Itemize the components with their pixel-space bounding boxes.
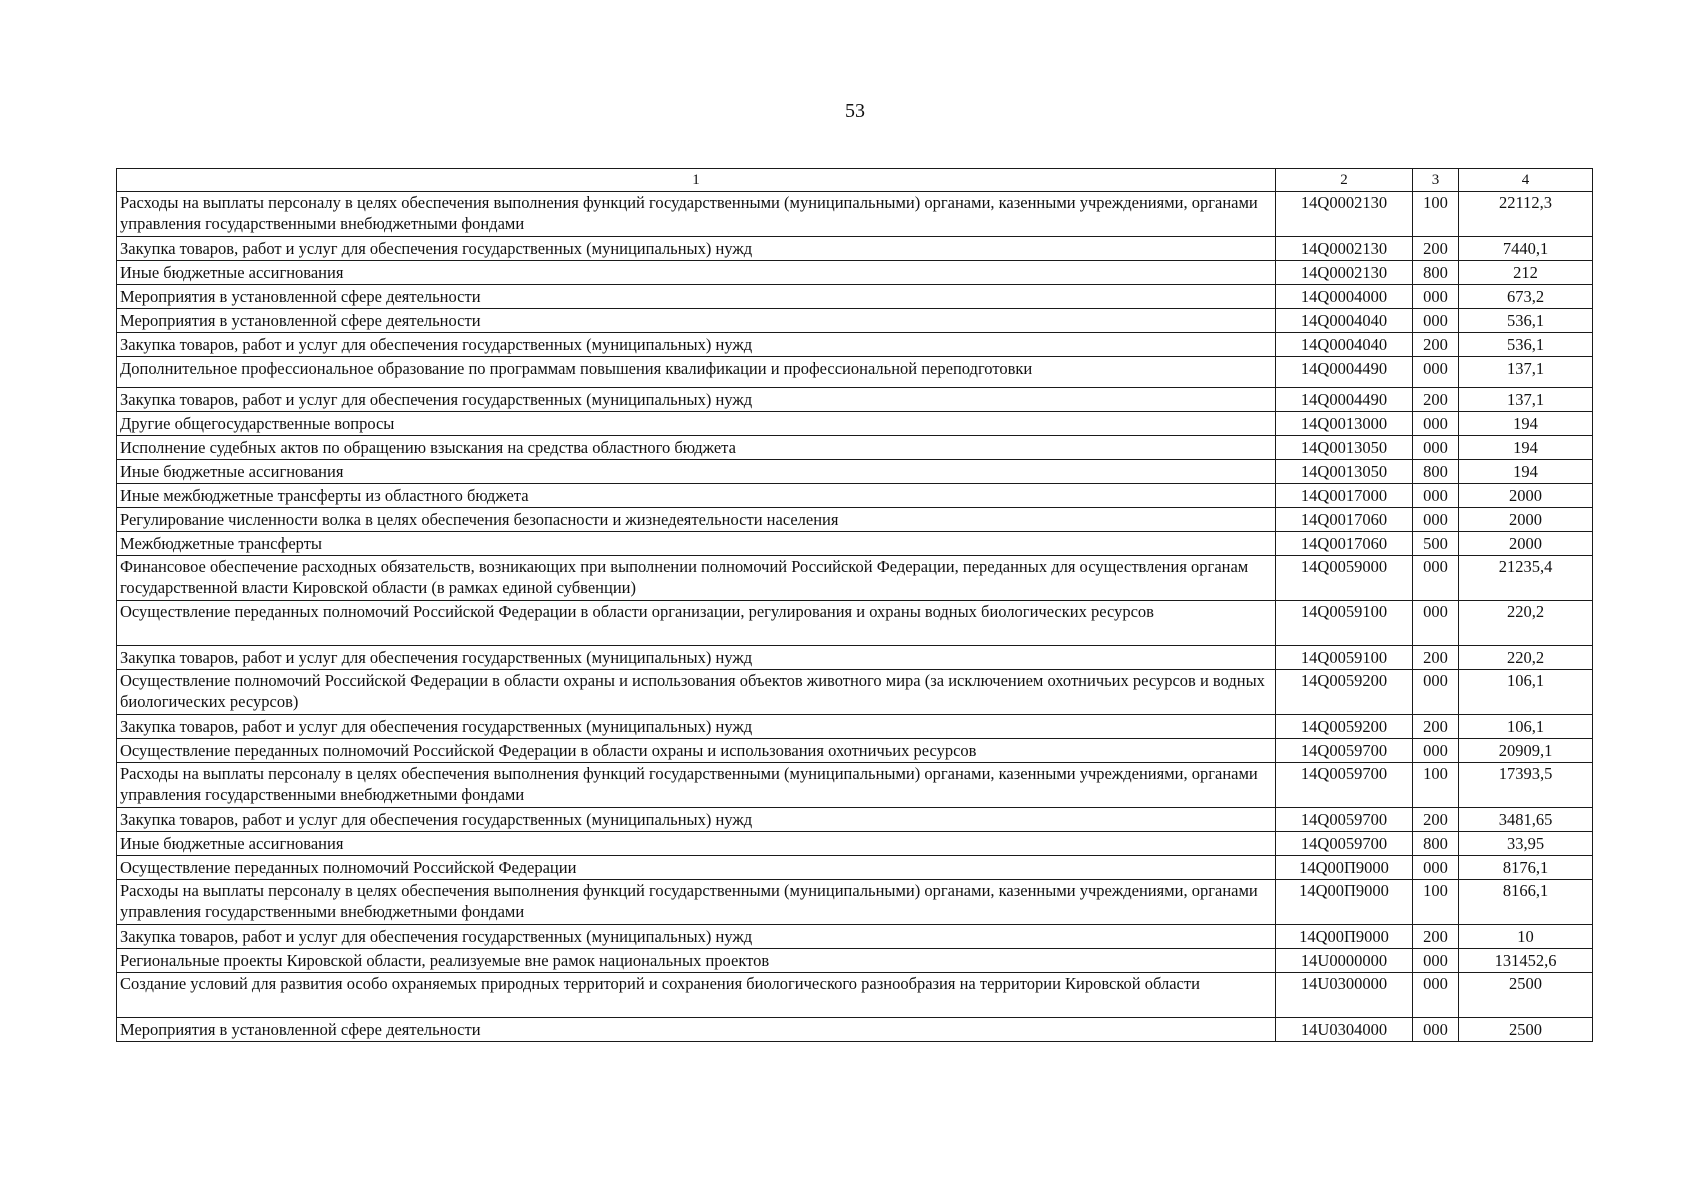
cell-code: 14Q0059100 — [1276, 646, 1413, 670]
cell-name: Регулирование численности волка в целях обеспечения безопасности и жизнедеятельности населения — [117, 508, 1276, 532]
cell-sum: 2500 — [1459, 1018, 1593, 1042]
cell-code: 14Q0059700 — [1276, 832, 1413, 856]
table-row — [117, 715, 1593, 739]
cell-name: Закупка товаров, работ и услуг для обеспечения государственных (муниципальных) нужд — [117, 333, 1276, 357]
table-row — [117, 1018, 1593, 1042]
cell-expense-type: 200 — [1413, 925, 1459, 949]
cell-expense-type: 200 — [1413, 646, 1459, 670]
cell-expense-type: 500 — [1413, 532, 1459, 556]
table-row — [117, 309, 1593, 333]
cell-sum: 194 — [1459, 460, 1593, 484]
table-row — [117, 556, 1593, 601]
cell-name: Иные бюджетные ассигнования — [117, 832, 1276, 856]
cell-expense-type: 000 — [1413, 973, 1459, 1018]
cell-expense-type: 000 — [1413, 601, 1459, 646]
page-number: 53 — [845, 100, 865, 122]
header-row — [117, 169, 1593, 192]
cell-sum: 220,2 — [1459, 646, 1593, 670]
cell-code: 14Q0059100 — [1276, 601, 1413, 646]
cell-expense-type: 000 — [1413, 412, 1459, 436]
cell-name: Иные бюджетные ассигнования — [117, 460, 1276, 484]
cell-expense-type: 200 — [1413, 715, 1459, 739]
cell-expense-type: 800 — [1413, 261, 1459, 285]
table-row — [117, 460, 1593, 484]
cell-code: 14Q0059700 — [1276, 763, 1413, 808]
header-col-2: 2 — [1276, 169, 1413, 192]
cell-expense-type: 000 — [1413, 285, 1459, 309]
cell-code: 14U0000000 — [1276, 949, 1413, 973]
table-row — [117, 763, 1593, 808]
table-header — [117, 169, 1593, 192]
cell-sum: 137,1 — [1459, 388, 1593, 412]
table-row — [117, 949, 1593, 973]
cell-code: 14Q00П9000 — [1276, 880, 1413, 925]
table-row — [117, 856, 1593, 880]
cell-expense-type: 200 — [1413, 808, 1459, 832]
cell-sum: 20909,1 — [1459, 739, 1593, 763]
cell-sum: 2000 — [1459, 532, 1593, 556]
cell-code: 14Q00П9000 — [1276, 856, 1413, 880]
table-row — [117, 646, 1593, 670]
table-row — [117, 808, 1593, 832]
cell-expense-type: 000 — [1413, 856, 1459, 880]
table-row — [117, 484, 1593, 508]
cell-sum: 2000 — [1459, 508, 1593, 532]
cell-code: 14Q0017060 — [1276, 532, 1413, 556]
cell-code: 14Q0004000 — [1276, 285, 1413, 309]
cell-sum: 106,1 — [1459, 715, 1593, 739]
cell-expense-type: 000 — [1413, 484, 1459, 508]
cell-sum: 194 — [1459, 412, 1593, 436]
table-row — [117, 739, 1593, 763]
cell-sum: 212 — [1459, 261, 1593, 285]
cell-name: Иные бюджетные ассигнования — [117, 261, 1276, 285]
table-row — [117, 388, 1593, 412]
cell-code: 14Q0059000 — [1276, 556, 1413, 601]
cell-expense-type: 000 — [1413, 1018, 1459, 1042]
cell-code: 14Q0017000 — [1276, 484, 1413, 508]
cell-expense-type: 000 — [1413, 949, 1459, 973]
cell-code: 14Q0004490 — [1276, 357, 1413, 388]
table-row — [117, 192, 1593, 237]
cell-name: Иные межбюджетные трансферты из областного бюджета — [117, 484, 1276, 508]
table-row — [117, 333, 1593, 357]
cell-name: Региональные проекты Кировской области, реализуемые вне рамок национальных проектов — [117, 949, 1276, 973]
table-row — [117, 670, 1593, 715]
table-row — [117, 508, 1593, 532]
cell-expense-type: 000 — [1413, 739, 1459, 763]
table-row — [117, 436, 1593, 460]
cell-code: 14Q0004040 — [1276, 333, 1413, 357]
cell-expense-type: 200 — [1413, 333, 1459, 357]
cell-sum: 22112,3 — [1459, 192, 1593, 237]
cell-expense-type: 000 — [1413, 436, 1459, 460]
header-col-1: 1 — [117, 169, 1276, 192]
cell-sum: 536,1 — [1459, 333, 1593, 357]
cell-name: Мероприятия в установленной сфере деятельности — [117, 1018, 1276, 1042]
cell-sum: 220,2 — [1459, 601, 1593, 646]
table-row — [117, 832, 1593, 856]
cell-name: Мероприятия в установленной сфере деятельности — [117, 285, 1276, 309]
table-row — [117, 285, 1593, 309]
cell-code: 14Q0059200 — [1276, 715, 1413, 739]
cell-expense-type: 000 — [1413, 670, 1459, 715]
table-body — [117, 192, 1593, 1042]
cell-sum: 3481,65 — [1459, 808, 1593, 832]
cell-expense-type: 800 — [1413, 460, 1459, 484]
cell-code: 14Q0002130 — [1276, 237, 1413, 261]
cell-name: Осуществление переданных полномочий Российской Федерации — [117, 856, 1276, 880]
cell-code: 14Q0004490 — [1276, 388, 1413, 412]
cell-expense-type: 000 — [1413, 309, 1459, 333]
header-col-4: 4 — [1459, 169, 1593, 192]
cell-code: 14Q0004040 — [1276, 309, 1413, 333]
cell-sum: 673,2 — [1459, 285, 1593, 309]
cell-sum: 33,95 — [1459, 832, 1593, 856]
table-row — [117, 880, 1593, 925]
cell-name: Межбюджетные трансферты — [117, 532, 1276, 556]
cell-code: 14U0304000 — [1276, 1018, 1413, 1042]
cell-name: Закупка товаров, работ и услуг для обеспечения государственных (муниципальных) нужд — [117, 925, 1276, 949]
cell-name: Закупка товаров, работ и услуг для обеспечения государственных (муниципальных) нужд — [117, 237, 1276, 261]
cell-name: Закупка товаров, работ и услуг для обеспечения государственных (муниципальных) нужд — [117, 646, 1276, 670]
cell-expense-type: 000 — [1413, 508, 1459, 532]
cell-name: Закупка товаров, работ и услуг для обеспечения государственных (муниципальных) нужд — [117, 388, 1276, 412]
table-row — [117, 357, 1593, 388]
cell-name: Финансовое обеспечение расходных обязательств, возникающих при выполнении полномочий Российской Федерации, переданных для осуществления органам государственной власти Кировской области (в рамках единой субвенции) — [117, 556, 1276, 601]
cell-name: Расходы на выплаты персоналу в целях обеспечения выполнения функций государственными (муниципальными) органами, казенными учреждениями, органами управления государственными внебюджетными фондами — [117, 763, 1276, 808]
cell-name: Мероприятия в установленной сфере деятельности — [117, 309, 1276, 333]
cell-code: 14U0300000 — [1276, 973, 1413, 1018]
cell-code: 14Q0059700 — [1276, 739, 1413, 763]
table-row — [117, 601, 1593, 646]
cell-expense-type: 000 — [1413, 556, 1459, 601]
cell-sum: 21235,4 — [1459, 556, 1593, 601]
table-row — [117, 261, 1593, 285]
cell-sum: 131452,6 — [1459, 949, 1593, 973]
budget-table — [116, 168, 1593, 1042]
cell-sum: 7440,1 — [1459, 237, 1593, 261]
cell-code: 14Q0002130 — [1276, 261, 1413, 285]
cell-sum: 8166,1 — [1459, 880, 1593, 925]
cell-name: Другие общегосударственные вопросы — [117, 412, 1276, 436]
cell-name: Закупка товаров, работ и услуг для обеспечения государственных (муниципальных) нужд — [117, 808, 1276, 832]
cell-sum: 8176,1 — [1459, 856, 1593, 880]
cell-sum: 10 — [1459, 925, 1593, 949]
table-row — [117, 237, 1593, 261]
cell-name: Закупка товаров, работ и услуг для обеспечения государственных (муниципальных) нужд — [117, 715, 1276, 739]
cell-expense-type: 800 — [1413, 832, 1459, 856]
cell-sum: 137,1 — [1459, 357, 1593, 388]
cell-name: Исполнение судебных актов по обращению взыскания на средства областного бюджета — [117, 436, 1276, 460]
cell-code: 14Q00П9000 — [1276, 925, 1413, 949]
cell-code: 14Q0002130 — [1276, 192, 1413, 237]
table-row — [117, 532, 1593, 556]
cell-name: Расходы на выплаты персоналу в целях обеспечения выполнения функций государственными (муниципальными) органами, казенными учреждениями, органами управления государственными внебюджетными фондами — [117, 880, 1276, 925]
cell-code: 14Q0013050 — [1276, 460, 1413, 484]
cell-sum: 536,1 — [1459, 309, 1593, 333]
cell-name: Расходы на выплаты персоналу в целях обеспечения выполнения функций государственными (муниципальными) органами, казенными учреждениями, органами управления государственными внебюджетными фондами — [117, 192, 1276, 237]
cell-expense-type: 200 — [1413, 237, 1459, 261]
cell-expense-type: 100 — [1413, 880, 1459, 925]
cell-expense-type: 200 — [1413, 388, 1459, 412]
cell-sum: 194 — [1459, 436, 1593, 460]
cell-code: 14Q0059200 — [1276, 670, 1413, 715]
cell-name: Дополнительное профессиональное образование по программам повышения квалификации и профессиональной переподготовки — [117, 357, 1276, 388]
cell-expense-type: 100 — [1413, 192, 1459, 237]
cell-sum: 17393,5 — [1459, 763, 1593, 808]
cell-code: 14Q0059700 — [1276, 808, 1413, 832]
table-row — [117, 973, 1593, 1018]
cell-sum: 2000 — [1459, 484, 1593, 508]
cell-name: Осуществление переданных полномочий Российской Федерации в области охраны и использования охотничьих ресурсов — [117, 739, 1276, 763]
cell-code: 14Q0013000 — [1276, 412, 1413, 436]
cell-code: 14Q0013050 — [1276, 436, 1413, 460]
cell-sum: 106,1 — [1459, 670, 1593, 715]
cell-sum: 2500 — [1459, 973, 1593, 1018]
cell-name: Создание условий для развития особо охраняемых природных территорий и сохранения биологического разнообразия на территории Кировской области — [117, 973, 1276, 1018]
table-row — [117, 925, 1593, 949]
table-row — [117, 412, 1593, 436]
cell-expense-type: 000 — [1413, 357, 1459, 388]
cell-name: Осуществление полномочий Российской Федерации в области охраны и использования объектов животного мира (за исключением охотничьих ресурсов и водных биологических ресурсов) — [117, 670, 1276, 715]
cell-expense-type: 100 — [1413, 763, 1459, 808]
cell-name: Осуществление переданных полномочий Российской Федерации в области организации, регулирования и охраны водных биологических ресурсов — [117, 601, 1276, 646]
cell-code: 14Q0017060 — [1276, 508, 1413, 532]
header-col-3: 3 — [1413, 169, 1459, 192]
